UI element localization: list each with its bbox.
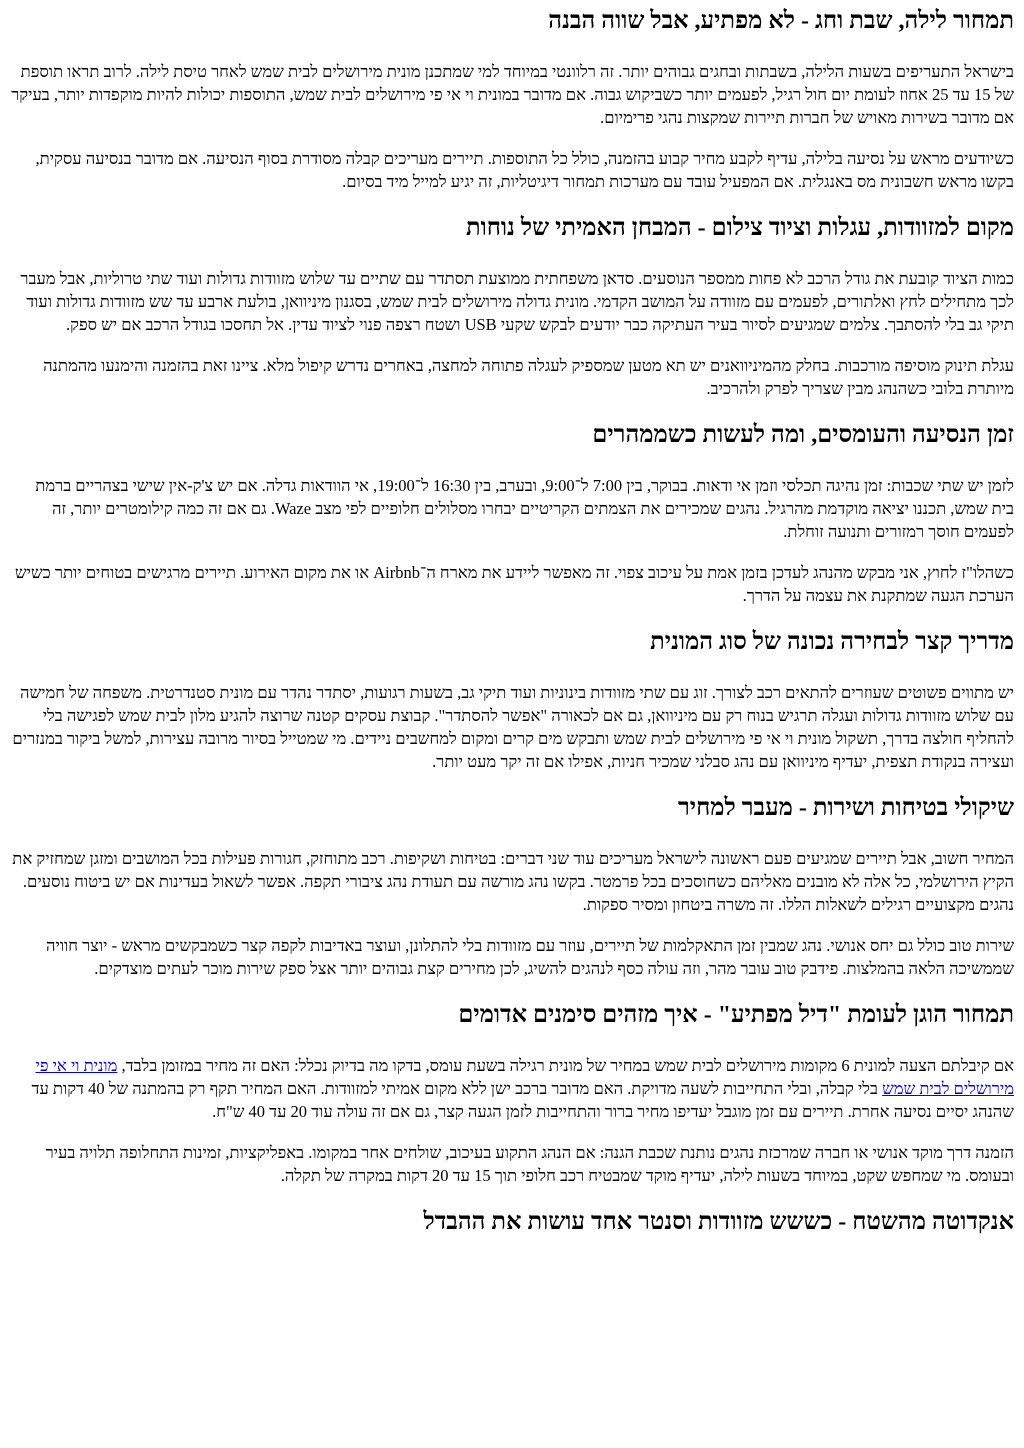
section-heading: תמחור לילה, שבת וחג - לא מפתיע, אבל שווה הבנה bbox=[548, 8, 1014, 34]
section-heading: מקום למזוודות, עגלות וציוד צילום - המבחן האמיתי של נוחות bbox=[465, 215, 1014, 241]
section-heading: תמחור הוגן לעומת "דיל מפתיע" - איך מזהים סימנים אדומים bbox=[458, 1002, 1014, 1028]
paragraph: כשהלו"ז לחוץ, אני מבקש מהנהג לעדכן בזמן אמת על עיכוב צפוי. זה מאפשר ליידע את מארח ה־Airbnb או את מקום האירוע. תיירים מרגישים בטוחים יותר כשיש הערכת הגעה שמתקנת את עצמה על הדרך. bbox=[14, 563, 1014, 605]
paragraph-text: אם קיבלתם הצעה למונית 6 מקומות מירושלים לבית שמש במחיר של מונית רגילה בשעת עומס, בדקו מה בדיוק נכלל: האם זה מחיר במזומן בלבד, bbox=[117, 1056, 1014, 1075]
paragraph: בישראל התעריפים בשעות הלילה, בשבתות ובחגים גבוהים יותר. זה רלוונטי במיוחד למי שמתכנן מונית מירושלים לבית שמש לאחר טיסת לילה. לרוב תראו תוספת של 15 עד 25 אחוז לעומת יום חול רגיל, לפעמים יותר כשביקוש גבוה. אם מדובר במונית וי אי פי מירושלים לבית שמש, התוספות יכולות להיות מוקפדות יותר, בעיקר אם מדובר בשירות מאויש של חברות תיירות שמקצות נהגי פרימיום. bbox=[11, 62, 1014, 127]
vip-taxi-link[interactable]: מונית וי אי פי מירושלים לבית שמש bbox=[35, 1056, 1014, 1098]
paragraph: כשיודעים מראש על נסיעה בלילה, עדיף לקבע מחיר קבוע בהזמנה, כולל כל התוספות. תיירים מעריכים קבלה מסודרת בסוף הנסיעה. אם מדובר בנסיעה עסקית, בקשו מראש חשבונית מס באנגלית. אם המפעיל עובד עם מערכות תמחור דיגיטליות, זה יגיע למייל מיד בסיום. bbox=[35, 149, 1014, 191]
paragraph: כמות הציוד קובעת את גודל הרכב לא פחות ממספר הנוסעים. סדאן משפחתית ממוצעת תסתדר עם שתיים עד שלוש מזוודות גדולות ועוד שתי טרוליות, אבל מעבר לכך מתחילים לחץ ואלתורים, לפעמים עם מזוודה על המושב הקדמי. מונית גדולה מירושלים לבית שמש, בסגנון מיניוואן, בולעת ארבע עד שש מזוודות גדולות ועוד תיקי גב בלי להסתבך. צלמים שמגיעים לסיור בעיר העתיקה כבר יודעים לבקש שקעי USB ושטח רצפה פנוי לציוד עדין. אל תחסכו בגודל הרכב אם יש ספק. bbox=[20, 269, 1014, 334]
paragraph: המחיר חשוב, אבל תיירים שמגיעים פעם ראשונה לישראל מעריכים עוד שני דברים: בטיחות ושקיפות. רכב מתוחזק, חגורות פעילות בכל המושבים ומזגן שמחזיק את הקיץ הירושלמי, כל אלה לא מובנים מאליהם כשחוסכים בכל פרמטר. בקשו נהג מורשה עם תעודת נהג ציבורי תקפה. אפשר לשאול בעדינות אם יש ביטוח נוסעים. נהגים מקצועיים רגילים לשאלות הללו. זה משרה ביטחון ומסיר ספקות. bbox=[12, 849, 1014, 914]
paragraph: הזמנה דרך מוקד אנושי או חברה שמרכזת נהגים נותנת שכבת הגנה: אם הנהג התקוע בעיכוב, שולחים אחר במקומו. באפליקציות, זמינות התחלופה תלויה בעיר ובעומס. מי שמחפש שקט, במיוחד בשעות לילה, יעדיף מוקד שמבטיח רכב חלופי תוך 15 עד 20 דקות במקרה של תקלה. bbox=[45, 1143, 1014, 1185]
paragraph: שירות טוב כולל גם יחס אנושי. נהג שמבין זמן התאקלמות של תיירים, עוזר עם מזוודות בלי להתלונן, ועוצר באדיבות לקפה קצר כשמבקשים מראש - יוצר חוויה שממשיכה הלאה בהמלצות. פידבק טוב עובר מהר, וזה עולה כסף לנהגים להשיג, לכן מחירים קצת גבוהים יותר אצל ספק שירות מוכר לעתים מוצדקים. bbox=[46, 936, 1014, 978]
paragraph: לזמן יש שתי שכבות: זמן נהיגה תכלסי וזמן אי ודאות. בבוקר, בין 7:00 ל־9:00, ובערב, בין 16:30 ל־19:00, אי הוודאות גדלה. אם יש צ'ק-אין שישי בצהריים ברמת בית שמש, תכננו יציאה מוקדמת מהרגיל. נהגים שמכירים את הצמתים הקריטיים יבחרו מסלולים חלופיים לפי מצב Waze. גם אם זה כמה קילומטרים יותר, זה לפעמים חוסך רמזורים ותנועה זוחלת. bbox=[35, 476, 1014, 541]
paragraph: עגלת תינוק מוסיפה מורכבות. בחלק מהמיניוואנים יש תא מטען שמספיק לעגלה פתוחה למחצה, באחרים נדרש קיפול מלא. ציינו זאת בהזמנה והימנעו מהמתנה מיותרת בלובי כשהנהג מבין שצריך לפרק ולהרכיב. bbox=[43, 356, 1014, 398]
paragraph-text: בלי קבלה, ובלי התחייבות לשעה מדויקת. האם מדובר ברכב ישן ללא מקום אמיתי למזוודות. האם המחיר תקף רק בהמתנה של 40 דקות עד שהנהג יסיים נסיעה אחרת. תיירים עם זמן מוגבל יעדיפו מחיר ברור והתחייבות לזמן הגעה קצר, גם אם זה עולה עוד 20 עד 40 ש"ח. bbox=[31, 1079, 1014, 1121]
section-heading: זמן הנסיעה והעומסים, ומה לעשות כשממהרים bbox=[592, 422, 1014, 448]
section-heading: אנקדוטה מהשטח - כששש מזוודות וסנטר אחד עושות את ההבדל bbox=[423, 1209, 1014, 1235]
section-heading: שיקולי בטיחות ושירות - מעבר למחיר bbox=[677, 795, 1014, 821]
paragraph: יש מתווים פשוטים שעוזרים להתאים רכב לצורך. זוג עם שתי מזוודות בינוניות ועוד תיקי גב, בשעות רגועות, יסתדר נהדר עם מונית סטנדרטית. משפחה של חמישה עם שלוש מזוודות גדולות ועגלה תרגיש בנוח רק עם מיניוואן, גם אם לכאורה "אפשר להסתדר". קבוצת עסקים קטנה שרוצה להגיע מלון לבית שמש לפגישה בלי להחליף חולצה בדרך, תשקול מונית וי אי פי מירושלים לבית שמש ותבקש מים קרים ומקום למחשבים ניידים. מי שמטייל בסיור מרובה עצירות, למשל ביקור במנזרים ועצירה בנקודת תצפית, יעדיף מיניוואן עם נהג סבלני שמכיר חניות, אפילו אם זה יקר מעט יותר. bbox=[12, 683, 1014, 771]
paragraph-with-link bbox=[10, 1054, 1014, 1123]
section-heading: מדריך קצר לבחירה נכונה של סוג המונית bbox=[650, 629, 1014, 655]
